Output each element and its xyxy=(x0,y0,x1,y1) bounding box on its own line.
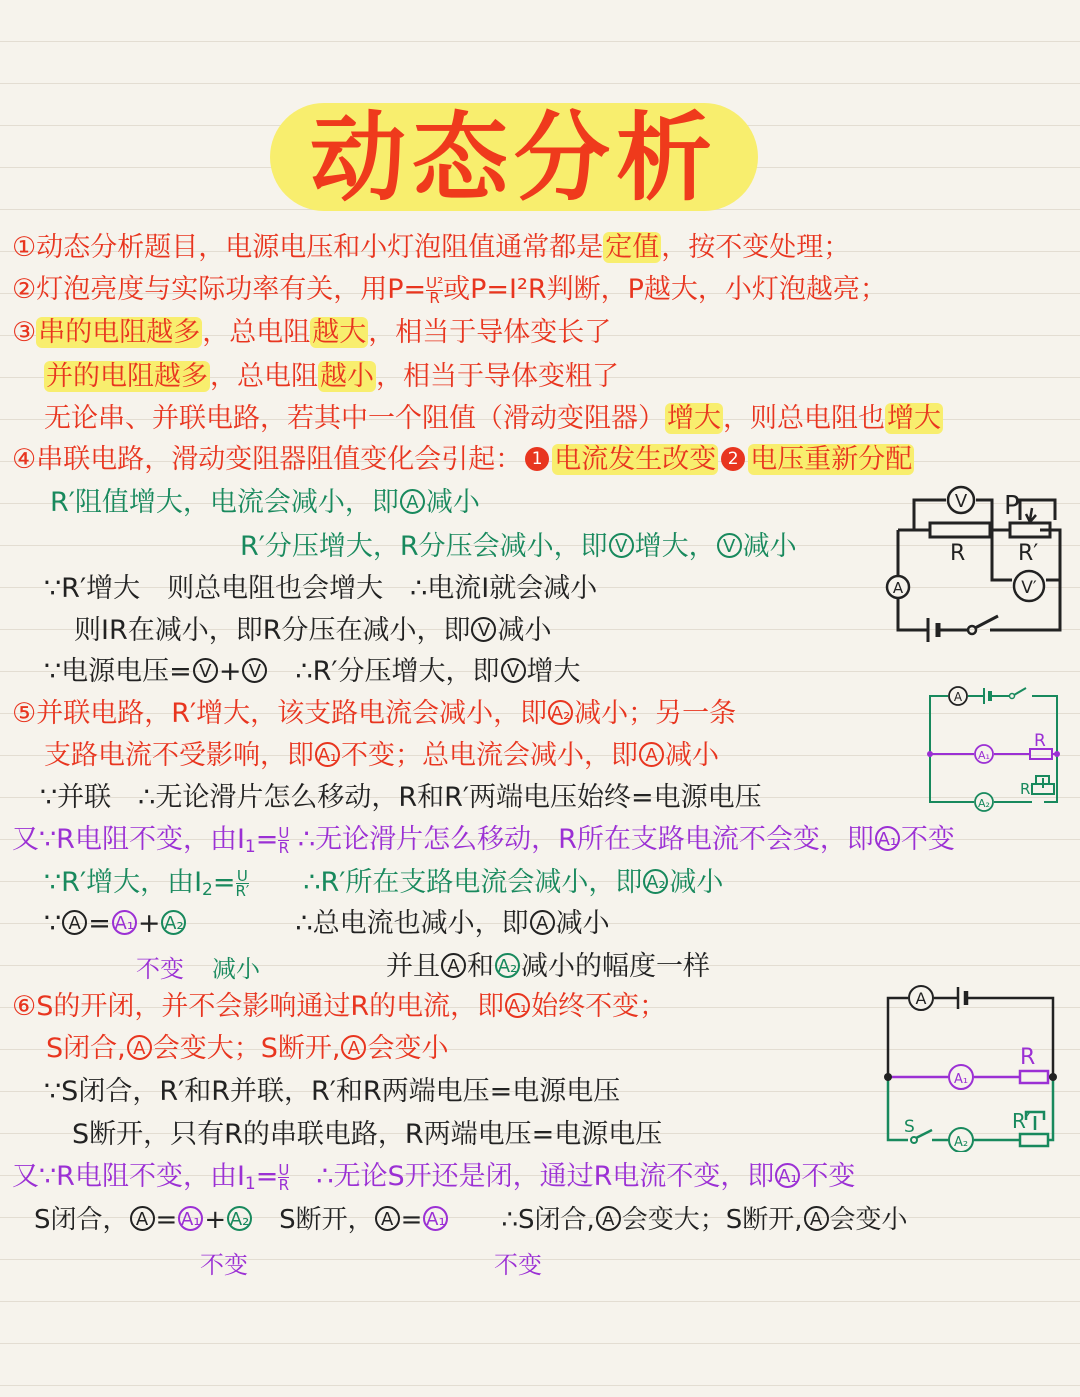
point-4-b3-tail: 增大 xyxy=(526,656,581,687)
point-6-frac-den: R xyxy=(278,1176,290,1194)
point-4-b3-text: ∵电源电压= xyxy=(44,656,192,687)
voltmeter-symbol: V xyxy=(609,533,634,558)
ammeter-symbol: A xyxy=(804,1206,829,1231)
point-5-pu-mid: ∴无论滑片怎么移动，R所在支路电流不会变，即 xyxy=(297,824,874,855)
point-4-num: ④ xyxy=(12,444,37,475)
point-4-b3-mid: ∴R′分压增大，即 xyxy=(295,656,500,687)
ammeter-1-symbol: A₁ xyxy=(315,742,340,767)
ammeter-1-symbol: A₁ xyxy=(875,826,900,851)
point-5-g-frac-num: U xyxy=(236,867,248,885)
point-6-fraction xyxy=(278,1163,289,1192)
switch-lever xyxy=(1014,688,1026,695)
point-5-r1-tail: 减小；另一条 xyxy=(574,698,737,729)
ammeter-1-symbol: A₁ xyxy=(775,1163,800,1188)
slider-arrow-icon xyxy=(1026,508,1036,522)
point-3-mid-1: ，总电阻 xyxy=(202,317,311,348)
point-3-line-2 xyxy=(44,360,619,394)
ammeter-label: A xyxy=(892,579,904,597)
point-5-r1-text: 并联电路，R′增大，该支路电流会减小，即 xyxy=(36,698,548,729)
point-4-green-2 xyxy=(240,530,797,564)
voltmeter-symbol: V xyxy=(193,658,218,683)
ammeter-label: A xyxy=(915,989,927,1008)
point-4-b2-tail: 减小 xyxy=(497,615,552,646)
point-5-green xyxy=(44,866,723,907)
point-5-b3-text: 并且 xyxy=(386,951,440,982)
point-6-line-1 xyxy=(12,990,666,1024)
rheostat-label: R′ xyxy=(1018,541,1039,566)
point-6-b3-conc-mid: 会变大；S断开, xyxy=(621,1205,803,1235)
point-3-hl-1: 串的电阻越多 xyxy=(38,317,201,348)
slider-label: P xyxy=(1004,491,1020,521)
plus-sign: + xyxy=(218,656,242,687)
point-5-line-1 xyxy=(12,697,736,731)
point-2-frac-den: R xyxy=(429,289,440,307)
junction-left xyxy=(927,751,933,757)
point-4-dot-2: 2 xyxy=(721,447,745,471)
point-3-mid-2: ，总电阻 xyxy=(210,361,318,392)
point-4-black-3 xyxy=(44,655,581,689)
point-5-frac-num: U xyxy=(278,824,290,842)
junction-left xyxy=(884,1073,892,1081)
junction-right xyxy=(1054,751,1060,757)
point-6-pu-text: 又∵R电阻不变，由I xyxy=(12,1161,245,1192)
note-unchanged: 不变 xyxy=(136,955,184,983)
ammeter-1-label: A₁ xyxy=(953,1072,969,1087)
ammeter-2-label: A₂ xyxy=(978,797,990,810)
resistor-R xyxy=(1020,1071,1048,1083)
rheostat-R-prime xyxy=(1020,1134,1048,1146)
point-3-num: ③ xyxy=(12,317,37,348)
point-3-line-3 xyxy=(44,402,943,436)
point-5-r2-text: 支路电流不受影响，即 xyxy=(44,740,314,771)
point-6-r2-mid: 会变大；S断开, xyxy=(152,1033,341,1064)
point-4-g1-tail: 减小 xyxy=(425,487,480,518)
point-4-g2-tail: 减小 xyxy=(742,531,797,562)
ammeter-symbol: A xyxy=(130,1206,155,1231)
ammeter-2-symbol: A₂ xyxy=(495,953,520,978)
point-6-num: ⑥ xyxy=(12,991,37,1022)
equals-sign: = xyxy=(88,908,111,939)
switch-lever xyxy=(916,1130,932,1138)
point-6-line-2 xyxy=(46,1032,448,1066)
rheostat-label: R′ xyxy=(1012,1109,1031,1133)
ammeter-2-symbol: A₂ xyxy=(161,910,186,935)
point-1-tail: ，按不变处理； xyxy=(661,232,851,263)
point-5-pu-sub: 1 xyxy=(244,837,256,857)
ammeter-2-symbol: A₂ xyxy=(227,1206,252,1231)
voltmeter-prime-symbol: V xyxy=(242,658,267,683)
ammeter-1-symbol: A₁ xyxy=(112,910,137,935)
point-3-hl-5: 增大 xyxy=(667,403,721,434)
point-5-frac-den: R xyxy=(278,839,290,857)
point-5-fraction xyxy=(278,826,289,855)
point-2-fraction xyxy=(426,276,443,305)
point-4-green-1 xyxy=(50,486,480,520)
switch-label: S xyxy=(904,1117,915,1137)
point-4-line-1 xyxy=(12,443,914,477)
voltmeter-symbol: V xyxy=(471,617,496,642)
point-3-tail-1: ，相当于导体变长了 xyxy=(368,317,612,348)
resistor-label: R xyxy=(1034,731,1046,751)
point-5-r2-mid: 不变；总电流会减小，即 xyxy=(341,740,638,771)
point-4-hl-1: 电流发生改变 xyxy=(554,444,717,475)
point-5-g-tail: 减小 xyxy=(669,867,724,898)
point-6-b3-conc-tail: 会变小 xyxy=(829,1205,908,1235)
point-1 xyxy=(12,231,850,265)
point-5-purple xyxy=(12,823,955,864)
point-6-black-3 xyxy=(34,1203,908,1237)
page-title: 动态分析 xyxy=(310,101,718,214)
point-5-pu-tail: 不变 xyxy=(900,824,955,855)
junction-right xyxy=(1049,1073,1057,1081)
point-3-hl-6: 增大 xyxy=(887,403,941,434)
point-6-r2-tail: 会变小 xyxy=(367,1033,449,1064)
point-4-dot-1: 1 xyxy=(525,447,549,471)
point-4-g2-mid: 增大， xyxy=(634,531,716,562)
point-5-black-3 xyxy=(386,950,710,984)
point-6-pu-sub: 1 xyxy=(244,1174,256,1194)
point-1-highlight: 定值 xyxy=(605,232,660,263)
title-block xyxy=(270,95,758,221)
point-2-text-a: 灯泡亮度与实际功率有关，用P= xyxy=(36,274,427,305)
plus-sign: + xyxy=(137,908,161,939)
ammeter-2-symbol: A₂ xyxy=(643,869,668,894)
rheostat-label: R′ xyxy=(1020,780,1034,798)
switch-circuit-diagram xyxy=(878,982,1068,1152)
point-3-line-1 xyxy=(12,316,611,350)
equals-sign: = xyxy=(155,1205,178,1235)
point-3-hl-2: 越大 xyxy=(312,317,367,348)
point-5-black-1: ∵并联 ∴无论滑片怎么移动，R和R′两端电压始终=电源电压 xyxy=(40,782,762,813)
ammeter-symbol: A xyxy=(341,1035,366,1060)
voltmeter-label: V xyxy=(954,491,968,512)
parallel-circuit-diagram xyxy=(922,684,1067,812)
resistor-label: R xyxy=(1020,1045,1036,1070)
point-6-black-1: ∵S闭合，R′和R并联，R′和R两端电压=电源电压 xyxy=(44,1076,621,1107)
series-circuit-diagram xyxy=(880,480,1070,645)
ammeter-symbol: A xyxy=(639,742,664,767)
ammeter-1-label: A₁ xyxy=(978,749,990,762)
note-unchanged-1: 不变 xyxy=(200,1251,248,1279)
ammeter-1-symbol: A₁ xyxy=(505,993,530,1018)
plus-sign: + xyxy=(204,1205,227,1235)
note-unchanged-2: 不变 xyxy=(494,1251,542,1279)
and-text: 和 xyxy=(467,951,494,982)
point-5-pu-text: 又∵R电阻不变，由I xyxy=(12,824,245,855)
point-6-r2-text: S闭合, xyxy=(46,1033,126,1064)
point-4-black-1: ∵R′增大 则总电阻也会增大 ∴电流I就会减小 xyxy=(44,573,598,604)
switch-lever xyxy=(975,616,998,628)
point-5-line-2 xyxy=(44,739,719,773)
point-4-g1-text: R′阻值增大，电流会减小，即 xyxy=(50,487,399,518)
point-5-b3-tail: 减小的幅度一样 xyxy=(521,951,710,982)
point-2 xyxy=(12,273,887,307)
point-5-g-mid: ∴R′所在支路电流会减小，即 xyxy=(303,867,643,898)
point-6-frac-num: U xyxy=(278,1161,290,1179)
point-5-b2-text: ∴总电流也减小，即 xyxy=(295,908,529,939)
point-3-hl-4: 越小 xyxy=(320,361,374,392)
point-2-text-b: 或P=I²R判断，P越大，小灯泡越亮； xyxy=(443,274,887,305)
ammeter-symbol: A xyxy=(62,910,87,935)
equals-sign: = xyxy=(255,824,279,855)
point-5-b2-tail: 减小 xyxy=(555,908,610,939)
point-3-text-3a: 无论串、并联电路，若其中一个阻值（滑动变阻器） xyxy=(44,403,665,434)
ammeter-symbol: A xyxy=(375,1206,400,1231)
point-3-text-3b: ，则总电阻也 xyxy=(723,403,885,434)
ammeter-symbol: A xyxy=(400,489,425,514)
resistor-label: R xyxy=(950,541,966,566)
voltmeter-prime-symbol: V xyxy=(501,658,526,683)
point-4-text: 串联电路，滑动变阻器阻值变化会引起： xyxy=(36,444,523,475)
point-6-b3-conc: ∴S闭合, xyxy=(501,1205,595,1235)
point-6-b3-mid: S断开， xyxy=(279,1205,374,1235)
point-5-num: ⑤ xyxy=(12,698,37,729)
point-6-pu-mid: ∴无论S开还是闭，通过R电流不变，即 xyxy=(316,1161,775,1192)
because-sign: ∵ xyxy=(44,908,62,939)
equals-sign: = xyxy=(212,867,236,898)
ammeter-2-label: A₂ xyxy=(953,1135,969,1150)
ammeter-1-symbol: A₁ xyxy=(423,1206,448,1231)
point-4-b2-text: 则IR在减小，即R分压在减小，即 xyxy=(74,615,471,646)
point-5-black-2 xyxy=(44,907,610,941)
point-1-text: 动态分析题目，电源电压和小灯泡阻值通常都是 xyxy=(36,232,604,263)
point-6-purple xyxy=(12,1160,855,1201)
equals-sign: = xyxy=(255,1161,279,1192)
ammeter-symbol: A xyxy=(530,910,555,935)
point-6-b3-text: S闭合， xyxy=(34,1205,129,1235)
ammeter-symbol: A xyxy=(596,1206,621,1231)
point-5-g-sub: 2 xyxy=(202,880,213,900)
point-6-r1-tail: 始终不变； xyxy=(531,991,667,1022)
point-5-g-frac-den: R′ xyxy=(235,882,250,900)
point-1-num: ① xyxy=(12,232,37,263)
point-6-r1-text: S的开闭，并不会影响通过R的电流，即 xyxy=(36,991,505,1022)
ammeter-symbol: A xyxy=(441,953,466,978)
equals-sign: = xyxy=(400,1205,423,1235)
point-3-hl-3: 并的电阻越多 xyxy=(46,361,208,392)
point-2-num: ② xyxy=(12,274,37,305)
voltmeter-symbol: V xyxy=(717,533,742,558)
ammeter-1-symbol: A₁ xyxy=(178,1206,203,1231)
point-4-black-2 xyxy=(74,614,551,648)
voltmeter-prime-label: V′ xyxy=(1021,578,1037,598)
point-4-g2-text: R′分压增大，R分压会减小，即 xyxy=(240,531,608,562)
point-3-tail-2: ，相当于导体变粗了 xyxy=(376,361,619,392)
point-4-hl-2: 电压重新分配 xyxy=(750,444,913,475)
resistor-R xyxy=(930,523,990,537)
ammeter-2-symbol: A₂ xyxy=(548,700,573,725)
point-2-frac-num: U² xyxy=(426,274,444,292)
point-6-black-2: S断开，只有R的串联电路，R两端电压=电源电压 xyxy=(72,1119,663,1150)
ammeter-label: A xyxy=(953,690,963,704)
ammeter-symbol: A xyxy=(127,1035,152,1060)
point-5-g-fraction xyxy=(236,869,250,898)
point-6-pu-tail: 不变 xyxy=(801,1161,856,1192)
note-decrease: 减小 xyxy=(212,955,260,983)
point-5-r2-tail: 减小 xyxy=(665,740,719,771)
point-5-g-text: ∵R′增大，由I xyxy=(44,867,203,898)
